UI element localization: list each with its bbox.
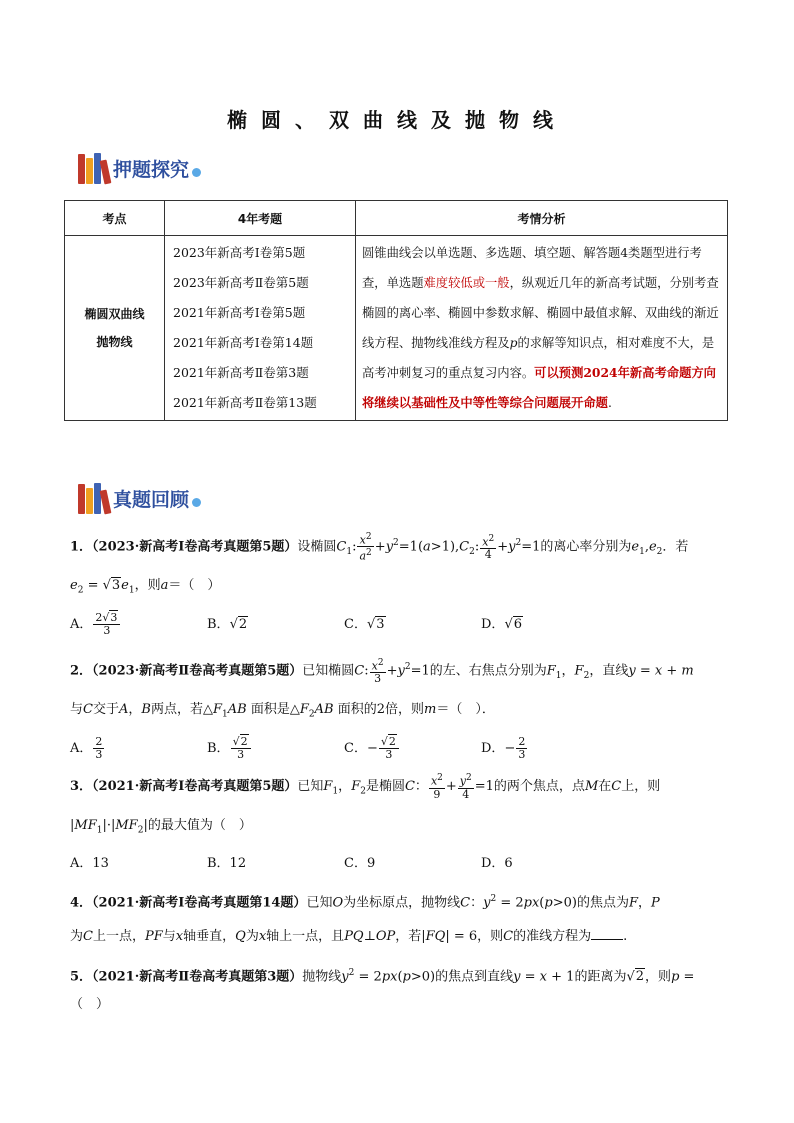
option-b: B．12 (207, 856, 247, 872)
question-text: ，则 (134, 577, 161, 593)
question-text: 上一点， (92, 929, 145, 945)
exam-item: 2021年新高考Ⅱ卷第3题 (173, 365, 309, 380)
question-text: 的最大值为（ ） (147, 817, 252, 833)
question-text: 设椭圆 (297, 539, 337, 555)
topic-line: 抛物线 (96, 335, 133, 349)
question-3: 3．（2021·新高考Ⅰ卷高考真题第5题）已知$F_1$，$F_2$是椭圆C： $\frac{x^2}{9}$ + $\frac{y^2}{4}$ =1的两个焦点，点M在C上，则 $|MF_1|\cdot|MF_2|$的最大值为（ ） A．13 B．12 C．9 D．6 (70, 770, 728, 881)
analysis-text: ，纵观近几年的新高考试题，分别考查椭圆的离心率、椭圆中参数求解、椭圆中最值求解、双曲线的渐近线方程、抛物线准线方程及 (362, 276, 719, 350)
question-head: 2．（2023·新高考Ⅱ卷高考真题第5题） (70, 663, 303, 679)
option-a: A． $\frac{2√3}{3}$ (70, 608, 207, 642)
question-text: 为 (70, 929, 84, 945)
question-text: ，则 (645, 969, 672, 985)
option-b: B． $\frac{√2}{3}$ (207, 732, 344, 766)
exam-item: 2023年新高考Ⅱ卷第5题 (173, 275, 309, 290)
question-text: 的离心率分别为 (540, 539, 632, 555)
question-text: ，若 (395, 929, 422, 945)
question-text: 的距离为 (574, 969, 627, 985)
question-1: 1．（2023·新高考Ⅰ卷高考真题第5题）设椭圆$C_1$: $\frac{x^2}{a^2}$ $+y^2=1(a>1),C_2$: $\frac{x^2}{4}$ $+y^2=1$的离心率分别为$e_1,e_2$．若 $e_2 = √3e_1$，则a＝（ ） A． $\frac{2√3}{3}$ B．√2 C．√3 D．√6 (70, 526, 728, 642)
section-header-explore (78, 148, 201, 188)
section-title: 押题探究 (113, 158, 190, 181)
analysis-end: . (607, 396, 612, 410)
analysis-prediction: 可以预测2024年新高考命题方向将继续以基础性及中等性等综合问题展开命题 (362, 365, 716, 410)
header-analysis: 考情分析 (356, 201, 728, 236)
question-text: 轴上一点，且 (266, 929, 345, 945)
question-text: ＝（ ） (168, 577, 221, 593)
question-text: 与 (162, 929, 176, 945)
question-text: 的两个焦点，点 (493, 779, 585, 794)
bullet-dot-icon (192, 498, 201, 507)
question-text: 的焦点为 (576, 895, 629, 911)
exam-item: 2021年新高考Ⅰ卷第14题 (173, 335, 314, 350)
bullet-dot-icon (192, 168, 201, 177)
question-text: 上，则 (621, 779, 661, 794)
question-text: 已知椭圆 (302, 663, 355, 679)
question-4: 4．（2021·新高考Ⅰ卷高考真题第14题）已知O为坐标原点，抛物线C：$y^2 = 2px(p>0)$的焦点为F，P 为C上一点，PF与x轴垂直，Q为x轴上一点，且PQ⊥OP，若|FQ| = 6，则C的准线方程为 . (70, 894, 660, 945)
section-header-review (78, 478, 201, 518)
analysis-var: p (509, 336, 518, 350)
question-text: 面积是 (250, 701, 290, 717)
question-text: 已知 (297, 779, 324, 794)
header-topic: 考点 (65, 201, 165, 236)
analysis-text: 圆锥曲线会以单选题、多选题、填空题、解答题4类题型进行考查，单选题 (362, 246, 702, 290)
question-head: 4．（2021·新高考Ⅰ卷高考真题第14题） (70, 895, 307, 911)
question-text: ．若 (662, 539, 689, 555)
analysis-text: 的求解等知识点，相对难度不大，是高考冲刺复习的重点复习内容。 (362, 336, 715, 380)
page-title: 椭圆、双曲线及抛物线 (227, 108, 567, 132)
question-text: 交于 (92, 701, 119, 717)
books-icon (78, 482, 109, 514)
question-text: 面积的2倍，则 (337, 701, 424, 717)
question-text: ＝（ ）． (436, 701, 495, 717)
option-a: A．13 (70, 856, 109, 872)
section-title: 真题回顾 (113, 488, 190, 511)
question-text: 的左、右焦点分别为 (429, 663, 547, 679)
exam-item: 2021年新高考Ⅰ卷第5题 (173, 305, 306, 320)
question-text: 为 (245, 929, 259, 945)
question-5: 5．（2021·新高考Ⅱ卷高考真题第3题）抛物线$y^2 = 2px(p>0)$的焦点到直线y = x + 1的距离为√2，则p = （ ） (70, 968, 695, 1013)
answer-blank[interactable] (591, 939, 623, 940)
question-text: ，直线 (589, 663, 629, 679)
question-text: 为坐标原点，抛物线 (343, 895, 461, 911)
analysis-cell (356, 236, 728, 421)
exam-item: 2023年新高考Ⅰ卷第5题 (173, 245, 306, 260)
question-text: ，则 (477, 929, 504, 945)
question-text: 两点，若 (150, 701, 203, 717)
question-text: 在 (598, 779, 612, 794)
question-2: 2．（2023·新高考Ⅱ卷高考真题第5题）已知椭圆C: $\frac{x^2}{3}$ $+y^2=1$的左、右焦点分别为$F_1$，$F_2$，直线y = x + m 与C交于A，B两点，若$\triangle F_1AB$ 面积是$\triangle F_2AB$ 面积的2倍，则m＝（ ）． A． $\frac{2}{3}$ B． $\frac{√2}{3}$ C．− $\frac{√2}{3}$ D．− $\frac{2}{3}$ (70, 650, 728, 766)
books-icon (78, 152, 109, 184)
topic-line: 椭圆双曲线 (84, 307, 145, 321)
exams-cell (165, 236, 356, 421)
analysis-highlight: 难度较低或一般 (423, 276, 510, 290)
option-c: C．9 (344, 856, 376, 872)
option-d: D．√6 (481, 616, 523, 632)
question-text: 的焦点到直线 (435, 969, 514, 985)
analysis-table (64, 200, 728, 421)
exam-item: 2021年新高考Ⅱ卷第13题 (173, 395, 317, 410)
question-text: 抛物线 (302, 969, 342, 985)
table-row (65, 236, 728, 421)
option-c: C．− $\frac{√2}{3}$ (344, 732, 481, 766)
topic-cell (65, 236, 165, 421)
option-b: B．√2 (207, 616, 248, 632)
question-text: 已知 (306, 895, 333, 911)
question-text: 的准线方程为 (513, 929, 592, 945)
question-text: ， (638, 895, 652, 911)
option-a: A． $\frac{2}{3}$ (70, 734, 103, 761)
option-d: D．6 (481, 856, 513, 872)
question-text: 是椭圆 (365, 779, 405, 794)
question-text: 与 (70, 701, 84, 717)
question-text: 轴垂直， (183, 929, 236, 945)
question-head: 5．（2021·新高考Ⅱ卷高考真题第3题） (70, 969, 303, 985)
option-d: D．− $\frac{2}{3}$ (481, 734, 526, 761)
question-text: （ ） (70, 997, 110, 1013)
question-head: 1．（2023·新高考Ⅰ卷高考真题第5题） (70, 539, 298, 555)
table-header-row (65, 201, 728, 236)
option-c: C．√3 (344, 616, 385, 632)
header-exams: 4年考题 (165, 201, 356, 236)
question-head: 3．（2021·新高考Ⅰ卷高考真题第5题） (70, 779, 298, 794)
